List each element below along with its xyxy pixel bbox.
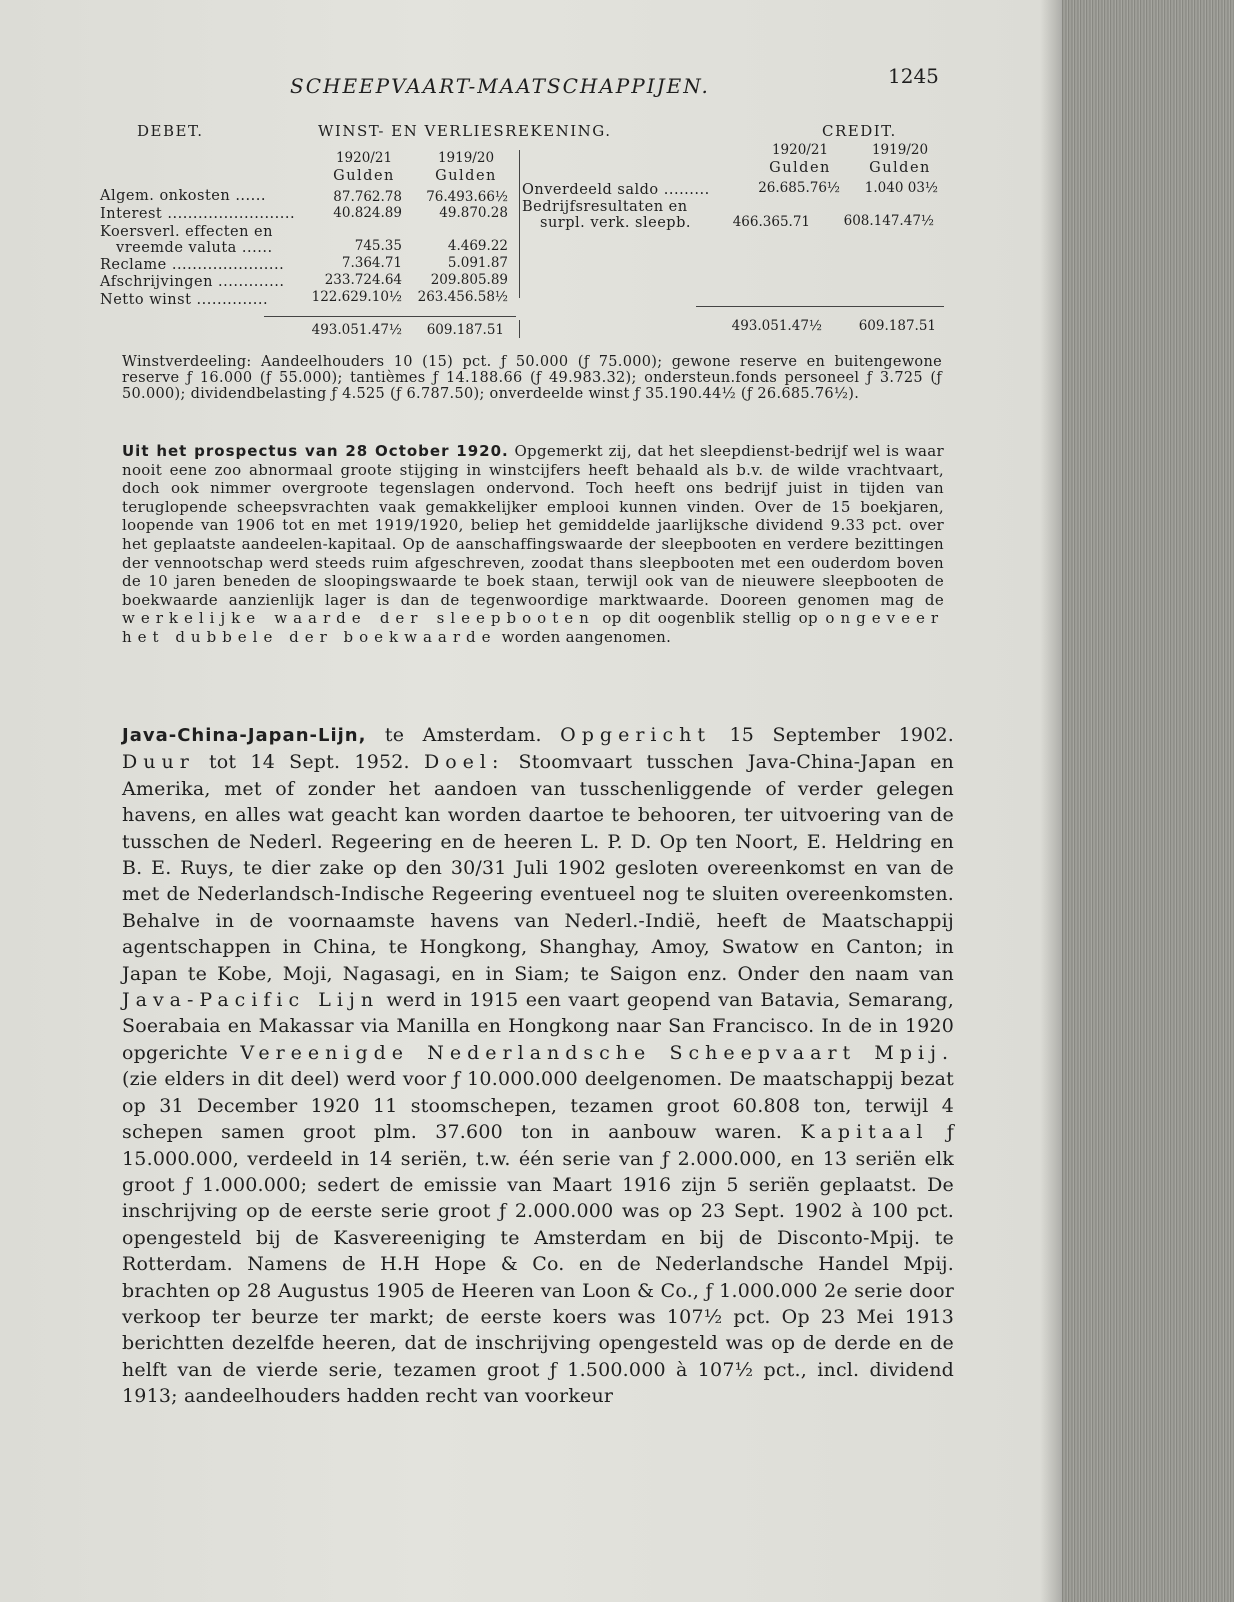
account-title: WINST- EN VERLIESREKENING. — [318, 122, 612, 140]
entry-text: (zie elders in dit deel) werd voor ƒ 10.000.000 deelgenomen. De maatschappij bezat op 31 December 1920 11 stoomschepen, tezamen groot 60.808 ton, terwijl 4 schepen samen groot plm. 37.600 ton in aanbouw waren. — [122, 1068, 954, 1144]
profit-distribution: Winstverdeeling: Aandeelhouders 10 (15) pct. ƒ 50.000 (ƒ 75.000); gewone reserve en buitengewone reserve ƒ 16.000 (ƒ 55.000); tantièmes ƒ 14.188.66 (ƒ 49.983.32); ondersteun.fonds personeel ƒ 3.725 (ƒ 50.000); dividendbelasting ƒ 4.525 (ƒ 6.787.50); onverdeelde winst ƒ 35.190.44½ (ƒ 26.685.76½). — [122, 354, 942, 402]
credit-unit-1: Gulden — [769, 160, 831, 176]
entry-text: 15 September 1902. — [711, 724, 955, 746]
debit-row-value: 209.805.89 — [430, 272, 508, 288]
prospectus-text: Opgemerkt zij, dat het sleepdienst-bedrijf wel is waar nooit eene zoo abnormaal groote stijging in winstcijfers heeft behaald als b.v. de wilde vrachtvaart, doch ook nimmer overgroote tegenslagen ondervond. Toch heeft ons bedrijf juist in tijden van teruglopende scheepsvrachten vaak gemakkelijker emplooi kunnen vinden. Over de 15 boekjaren, loopende van 1906 tot en met 1919/1920, beliep het gemiddelde jaarlijksche dividend 9.33 pct. over het geplaatste aandeelen-kapitaal. Op de aanschaffingswaarde der sleepbooten en verdere bezittingen der vennootschap werd steeds ruim afgeschreven, zoodat thans sleepbooten met een ouderdom boven de 10 jaren beneden de sloopingswaarde te boek staan, terwijl ook van de nieuwere sleepbooten de boekwaarde aanzienlijk lager is dan de tegenwoordige marktwaarde. Dooreen genomen mag de — [122, 442, 945, 609]
credit-row-label: surpl. verk. sleepb. — [540, 215, 691, 231]
debit-row-label: Netto winst .............. — [100, 292, 269, 308]
debit-row-value: 4.469.22 — [447, 238, 508, 254]
entry-spaced-text: Opgericht — [560, 724, 711, 746]
debit-row-value: 40.824.89 — [333, 205, 402, 221]
prospectus-paragraph — [122, 442, 944, 647]
running-title: SCHEEPVAART-MAATSCHAPPIJEN. — [290, 74, 710, 98]
credit-row-label: Bedrijfsresultaten en — [522, 199, 688, 215]
prospectus-text: worden aangenomen. — [496, 627, 672, 646]
debit-total-rule — [264, 316, 516, 317]
credit-row-value: 466.365.71 — [732, 214, 810, 230]
credit-total: 609.187.51 — [858, 318, 936, 334]
debit-unit-2: Gulden — [435, 168, 497, 184]
account-divider — [519, 320, 520, 338]
prospectus-spaced-text: werkelijke waarde der sleepbooten — [122, 609, 595, 628]
credit-unit-2: Gulden — [869, 160, 931, 176]
debit-row-value: 76.493.66½ — [426, 189, 508, 205]
debit-year-2: 1919/20 — [437, 150, 495, 166]
prospectus-heading: Uit het prospectus van 28 October 1920. — [122, 442, 509, 460]
prospectus-text: op dit oogenblik stellig op — [594, 609, 826, 628]
credit-total: 493.051.47½ — [731, 318, 822, 334]
debit-row-value: 87.762.78 — [333, 189, 402, 205]
entry-text: te Amsterdam. — [366, 724, 561, 746]
debit-row-value: 5.091.87 — [447, 255, 508, 271]
debit-row-label: Afschrijvingen ............. — [100, 274, 285, 290]
credit-row-value: 26.685.76½ — [758, 180, 840, 196]
credit-row-label: Onverdeeld saldo ......... — [522, 182, 710, 198]
debit-total: 609.187.51 — [426, 322, 504, 338]
debit-unit-1: Gulden — [333, 168, 395, 184]
debet-label: DEBET. — [137, 122, 204, 140]
entry-spaced-text: Java-Pacific Lijn — [122, 989, 380, 1012]
debit-row-value: 745.35 — [354, 238, 402, 254]
debit-row-value: 233.724.64 — [324, 272, 402, 288]
debit-row-value: 122.629.10½ — [311, 289, 402, 305]
credit-row-value: 1.040 03½ — [864, 180, 938, 196]
entry-text: Stoomvaart tusschen Java-China-Japan en Amerika, met of zonder het aandoen van tusschenliggende of verder gelegen havens, en alles wat geacht kan worden daartoe te behooren, ter uitvoering van de tusschen de Nederl. Regeering en de heeren L. P. D. Op ten Noort, E. Heldring en B. E. Ruys, te dier zake op den 30/31 Juli 1902 gesloten overeenkomst en van de met de Nederlandsch-Indische Regeering eventueel nog te sluiten overeenkomsten. Behalve in de voornaamste havens van Nederl.-Indië, heeft de Maatschappij agentschappen in China, te Hongkong, Shanghay, Amoy, Swatow en Canton; in Japan te Kobe, Moji, Nagasagi, en in Siam; te Saigon enz. Onder den naam van — [122, 751, 954, 985]
credit-year-1: 1920/21 — [771, 142, 829, 158]
entry-text: ƒ 15.000.000, verdeeld in 14 seriën, t.w. één serie van ƒ 2.000.000, en 13 seriën elk groot ƒ 1.000.000; sedert de emissie van Maart 1916 zijn 5 seriën geplaatst. De inschrijving op de eerste serie groot ƒ 2.000.000 was op 23 Sept. 1902 à 100 pct. opengesteld bij de Kasvereeniging te Amsterdam en bij de Disconto-Mpij. te Rotterdam. Namens de H.H Hope & Co. en de Nederlandsche Handel Mpij. brachten op 28 Augustus 1905 de Heeren van Loon & Co., ƒ 1.000.000 2e serie door verkoop ter beurze ter markt; de eerste koers was 107½ pct. Op 23 Mei 1913 berichtten dezelfde heeren, dat de inschrijving opengesteld was op de derde en de helft van de vierde serie, tezamen groot ƒ 1.500.000 à 107½ pct., incl. dividend 1913; aandeelhouders hadden recht van voorkeur — [122, 1121, 954, 1408]
debit-row-label: vreemde valuta ...... — [116, 240, 273, 256]
debit-year-1: 1920/21 — [335, 150, 393, 166]
debit-row-value: 49.870.28 — [439, 205, 508, 221]
book-page-edges — [1062, 0, 1234, 1602]
entry-text: werd in 1915 een vaart geopend van Batavia, Semarang, Soerabaia en Makassar via Manilla en Hongkong naar San Francisco. In de in 1920 opgerichte — [122, 989, 954, 1064]
credit-row-value: 608.147.47½ — [843, 213, 934, 229]
company-entry — [122, 722, 954, 1410]
debit-row-label: Koersverl. effecten en — [100, 224, 273, 240]
entry-spaced-text: Kapitaal — [800, 1121, 929, 1144]
credit-label: CREDIT. — [822, 122, 897, 140]
page-number: 1245 — [888, 64, 939, 88]
entry-spaced-text: Vereenigde Nederlandsche Scheepvaart Mpij. — [240, 1041, 955, 1064]
credit-total-rule — [696, 306, 944, 307]
debit-row-label: Reclame ...................... — [100, 257, 285, 273]
debit-row-label: Algem. onkosten ...... — [100, 188, 266, 204]
entry-spaced-text: Doel: — [423, 751, 505, 774]
debit-total: 493.051.47½ — [311, 322, 402, 338]
debit-row-value: 263.456.58½ — [417, 289, 508, 305]
debit-row-value: 7.364.71 — [341, 255, 402, 271]
account-divider — [519, 150, 520, 298]
debit-row-label: Interest ......................... — [100, 206, 296, 222]
entry-text: tot 14 Sept. 1952. — [194, 751, 424, 774]
credit-year-2: 1919/20 — [871, 142, 929, 158]
entry-spaced-text: Duur — [122, 751, 195, 774]
company-name: Java-China-Japan-Lijn, — [122, 725, 367, 746]
prospectus-spaced-text: ongeveer het dubbele der boekwaarde — [122, 609, 944, 646]
